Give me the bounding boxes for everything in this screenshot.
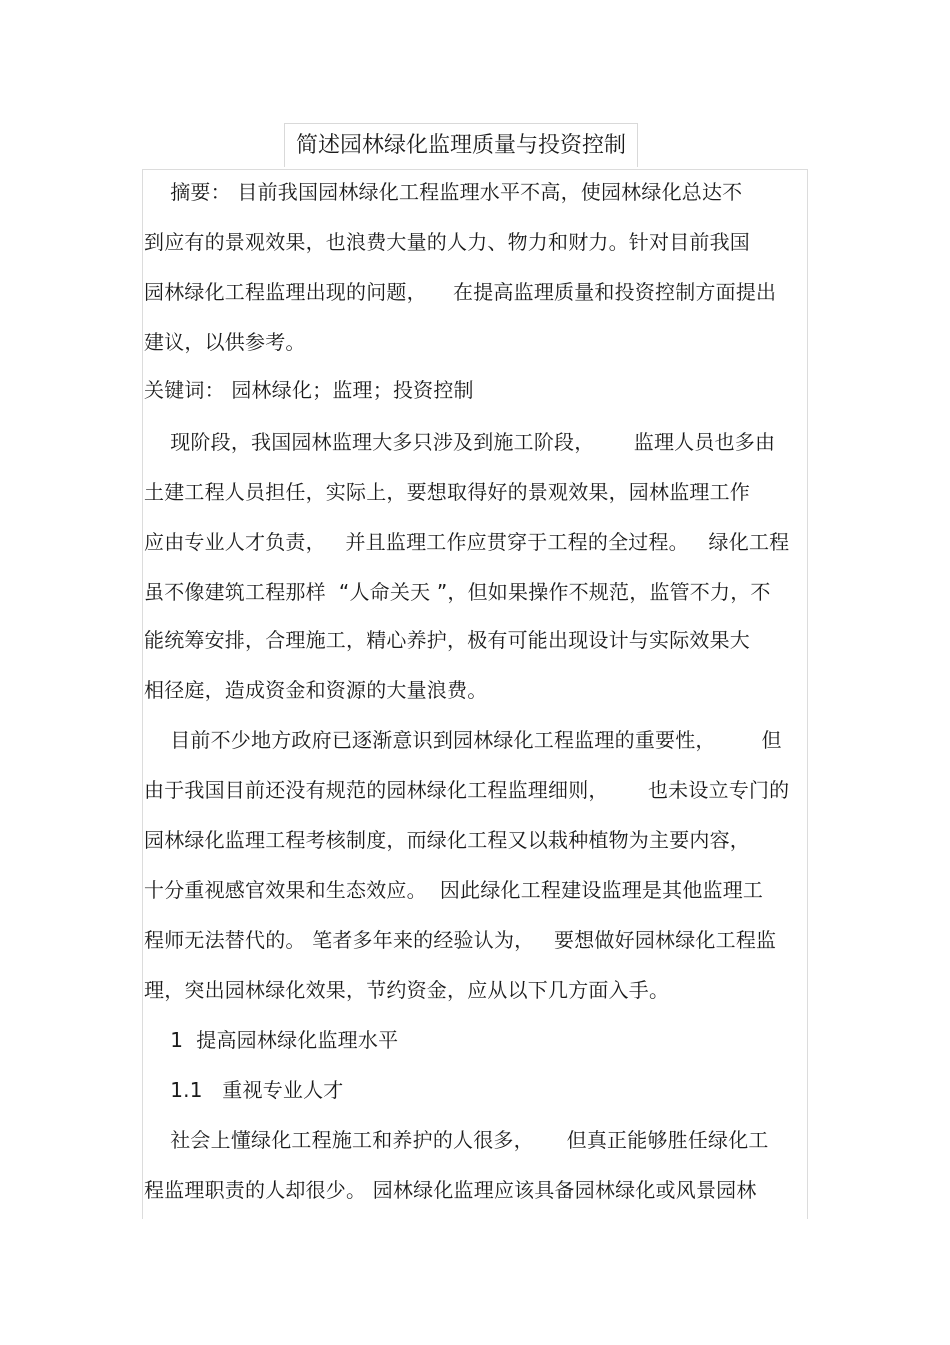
section-heading-1: 1 提高园林绿化监理水平 [144, 1028, 399, 1052]
paragraph-1-line-6: 相径庭，造成资金和资源的大量浪费。 [144, 678, 488, 702]
document-title: 简述园林绿化监理质量与投资控制 [295, 133, 626, 158]
abstract-line-4: 建议，以供参考。 [144, 330, 306, 354]
abstract-line-3: 园林绿化工程监理出现的问题， 在提高监理质量和投资控制方面提出 [144, 280, 777, 304]
paragraph-3-line-1: 社会上懂绿化工程施工和养护的人很多， 但真正能够胜任绿化工 [144, 1128, 769, 1152]
paragraph-2-line-5: 程师无法替代的。 笔者多年来的经验认为， 要想做好园林绿化工程监 [144, 928, 777, 952]
paragraph-2-line-6: 理，突出园林绿化效果，节约资金，应从以下几方面入手。 [144, 978, 670, 1002]
section-heading-1-1: 1.1 重视专业人才 [144, 1078, 344, 1102]
paragraph-2-line-4: 十分重视感官效果和生态效应。 因此绿化工程建设监理是其他监理工 [144, 878, 764, 902]
paragraph-1-line-5: 能统筹安排，合理施工，精心养护，极有可能出现设计与实际效果大 [144, 628, 750, 652]
paragraph-2-line-3: 园林绿化监理工程考核制度，而绿化工程又以栽种植物为主要内容， [144, 828, 750, 852]
paragraph-2-line-2: 由于我国目前还没有规范的园林绿化工程监理细则， 也未设立专门的 [144, 778, 790, 802]
abstract-line-2: 到应有的景观效果，也浪费大量的人力、物力和财力。针对目前我国 [144, 230, 750, 254]
keywords-line: 关键词： 园林绿化；监理；投资控制 [144, 378, 474, 402]
abstract-line-1: 摘要： 目前我国园林绿化工程监理水平不高，使园林绿化总达不 [144, 180, 743, 204]
paragraph-1-line-4: 虽不像建筑工程那样 “人命关天 ”，但如果操作不规范，监管不力，不 [144, 580, 771, 604]
paragraph-3-line-2: 程监理职责的人却很少。 园林绿化监理应该具备园林绿化或风景园林 [144, 1178, 757, 1202]
paragraph-1-line-2: 土建工程人员担任，实际上，要想取得好的景观效果，园林监理工作 [144, 480, 750, 504]
paragraph-1-line-1: 现阶段，我国园林监理大多只涉及到施工阶段， 监理人员也多由 [144, 430, 776, 454]
paragraph-2-line-1: 目前不少地方政府已逐渐意识到园林绿化工程监理的重要性， 但 [144, 728, 782, 752]
paragraph-1-line-3: 应由专业人才负责， 并且监理工作应贯穿于工程的全过程。 绿化工程 [144, 530, 790, 554]
